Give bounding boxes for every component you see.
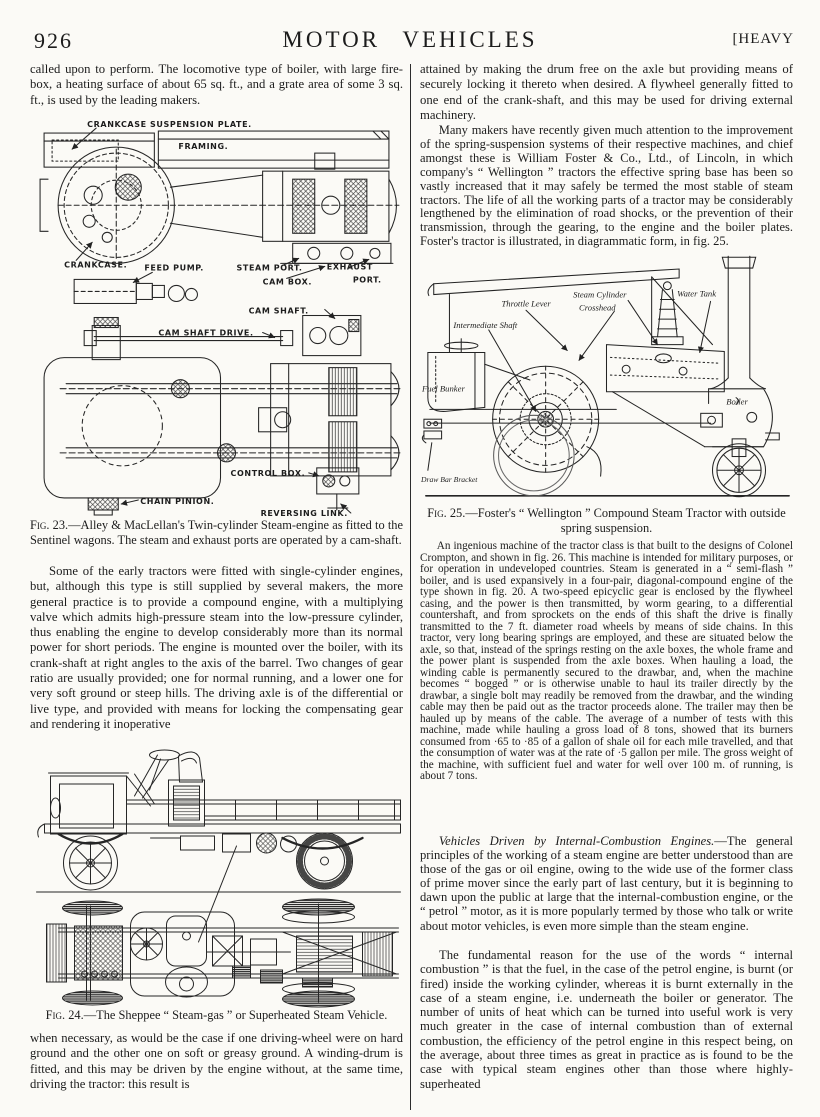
paragraph-text: —The general principles of the working of a steam engine are better understood than are those of the gas or oil engine, owing to the wide use of the former class of prime mover since the early part of last century, but it is beginning to dawn upon the public at large that the internal-combustion engine, or the “ petrol ” motor, as it is more popularly termed by those who talk or write about motor vehicles, is even more simple than the steam engine. <box>420 834 793 933</box>
figure-23 <box>30 111 403 516</box>
fig25-label: Throttle Lever <box>501 298 551 309</box>
fig23-label: CAM BOX. <box>262 277 313 287</box>
fig23-steam-engine-drawing <box>30 111 403 516</box>
right-paragraph-4 <box>420 834 793 933</box>
fig25-label: Fuel Bunker <box>421 383 465 394</box>
paragraph-text: An ingenious machine of the tractor class is that built to the designs of Colonel Crompton, and shown in fig. 26. This machine is intended for military purposes, or for operation in undeveloped countries. Steam is generated in a “ semi-flash ” boiler, and is used expansively in a four-pair, diagonal-compound engine of the type shown in fig. 20. A two-speed epicyclic gear is enclosed by the flywheel casing, and the power is then transmitted, by worm gearing, to a differential countershaft, and from sprockets on the ends of this shaft the drive is finally transmitted to the 7 ft. diameter road wheels by means of side chains. In this tractor, very long bearing springs are employed, and these are situated below the axle, so that, instead of the springs resting on the axle boxes, the whole frame and the power plant is suspended from the axle boxes. When hauling a load, the winding cable is permanently secured to the drawbar, and, when the machine becomes “ bogged ” or is otherwise unable to haul its trailer directly by the drawbar, a single bolt may readily be removed from the drawbar, and the winding cable may then be paid out as the tractor proceeds alone. The trailer may then be hauled up by means of the cable. The average of a number of tests with this machine, made while hauling a gross load of 8 tons, showed that its burners consumed from ·65 to ·85 of a gallon of shale oil for each mile travelled, and that the consumption of water was at the rate of ·5 gallon per mile. The gross weight of the machine, with sufficient fuel and water for well over 100 m. of running, is about 7 tons. <box>420 540 793 782</box>
fig25-caption-number: Fig. 25. <box>427 506 466 520</box>
fig23-label: CHAIN PINION. <box>140 496 215 506</box>
fig25-label: Boiler <box>726 396 748 407</box>
fig23-label: CAM SHAFT. <box>248 306 309 316</box>
fig25-label: Draw Bar Bracket <box>420 475 478 485</box>
figure-24 <box>30 746 403 1008</box>
fig23-label: REVERSING LINK. <box>260 509 348 516</box>
left-paragraph-1 <box>30 62 403 108</box>
fig23-label: PORT. <box>352 275 382 285</box>
fig23-label: EXHAUST <box>326 262 373 272</box>
fig23-label: STEAM PORT. <box>236 263 303 273</box>
paragraph-text: The fundamental reason for the use of the words “ internal combustion ” is that the fuel, in the case of the petrol engine, is burnt (or fired) inside the working cylinder, whereas it is burnt externally in the case of a steam engine, i.e. underneath the boiler or generator. The number of units of heat which can be turned into useful work is very much greater in the case of internal combustion than of external combustion, the efficiency of the petrol engine in this respect being, on the average, about three times as great in practice as is found to be the case with typical steam engines other than those where highly-superheated <box>420 948 793 1091</box>
fig23-caption <box>30 518 403 547</box>
fig25-caption <box>420 506 793 535</box>
subheading-internal-combustion: Vehicles Driven by Internal-Combustion Engines. <box>438 834 715 848</box>
right-paragraph-1 <box>420 62 793 123</box>
page-title: MOTOR VEHICLES <box>282 27 538 52</box>
fig25-steam-tractor-drawing <box>420 254 793 502</box>
column-divider <box>410 64 411 1110</box>
fig25-label: Steam Cylinder <box>573 289 627 300</box>
figure-25 <box>420 254 793 502</box>
fig23-label: CRANKCASE. <box>64 260 128 270</box>
paragraph-text: when necessary, as would be the case if one driving-wheel were on hard ground and the other one on soft or greasy ground. A winding-drum is fitted, and this may be driven by the engine without, at the same time, driving the tractor: this result is <box>30 1031 403 1091</box>
fig25-label: Crosshead <box>579 302 616 313</box>
fig23-label: FRAMING. <box>178 142 229 152</box>
fig23-label: CONTROL BOX. <box>230 468 306 478</box>
paragraph-text: Some of the early tractors were fitted with single-cylinder engines, but, although this type is still supplied by several makers, the more general practice is to provide a compound engine, with a multiplying valve which admits high-pressure steam into the low-pressure cylinder, thus enabling the engine to develop considerably more than its normal power for short periods. The engine is mounted over the boiler, with its crank-shaft at right angles to the axis of the barrel. Two changes of gear ratio are usually provided; one for normal running, and a lower one for very soft ground or steep hills. The driving axle is of the differential or live type, and provided with means for locking the compensating gear and rendering it inoperative <box>30 564 403 731</box>
right-paragraph-5 <box>420 948 793 1091</box>
fig23-label: FEED PUMP. <box>144 263 204 273</box>
fig23-caption-text: —Alley & MacLellan's Twin-cylinder Steam-engine as fitted to the Sentinel wagons. The steam and exhaust ports are operated by a cam-shaft. <box>30 518 403 547</box>
fig24-caption-text: —The Sheppee “ Steam-gas ” or Superheated Steam Vehicle. <box>83 1008 388 1022</box>
fig23-caption-number: Fig. 23. <box>30 518 69 532</box>
fig24-caption-number: Fig. 24. <box>45 1008 84 1022</box>
fig24-caption <box>30 1008 403 1023</box>
page-number: 926 <box>34 28 73 53</box>
fig24-steam-vehicle-drawing <box>30 746 403 1008</box>
section-marker: [HEAVY <box>732 31 794 47</box>
paragraph-text: called upon to perform. The locomotive type of boiler, with large fire-box, a heating surface of about 65 sq. ft., and a grate area of some 3 sq. ft., is used by the leading makers. <box>30 62 403 107</box>
fig25-label: Water Tank <box>677 288 717 299</box>
fig23-label: CRANKCASE SUSPENSION PLATE. <box>87 120 252 130</box>
left-paragraph-3 <box>30 1031 403 1092</box>
fig25-caption-text: —Foster's “ Wellington ” Compound Steam Tractor with outside spring suspension. <box>465 506 786 535</box>
paragraph-text: Many makers have recently given much attention to the improvement of the spring-suspension systems of their respective machines, and chief amongst these is William Foster & Co., Ltd., of Lincoln, in which company's “ Wellington ” tractors the effective spring base has been so vastly increased that it may safely be termed the most stable of steam tractors. The life of all the working parts of a tractor may be considerably lengthened by the elimination of road shocks, or the prevention of their transmission, through the gearing, to the engine and the boiler plates. Foster's tractor is illustrated, in diagrammatic form, in fig. 25. <box>420 123 793 249</box>
fig25-label: Intermediate Shaft <box>453 319 518 330</box>
right-paragraph-2 <box>420 124 793 249</box>
fig23-label: CAM SHAFT DRIVE. <box>158 328 254 338</box>
paragraph-text: attained by making the drum free on the axle but providing means of securely locking it thereto when desired. A flywheel generally fitted to one end of the crank-shaft, and this may be used for driving external machinery. <box>420 62 793 122</box>
left-paragraph-2 <box>30 564 403 732</box>
right-paragraph-3 <box>420 541 793 783</box>
